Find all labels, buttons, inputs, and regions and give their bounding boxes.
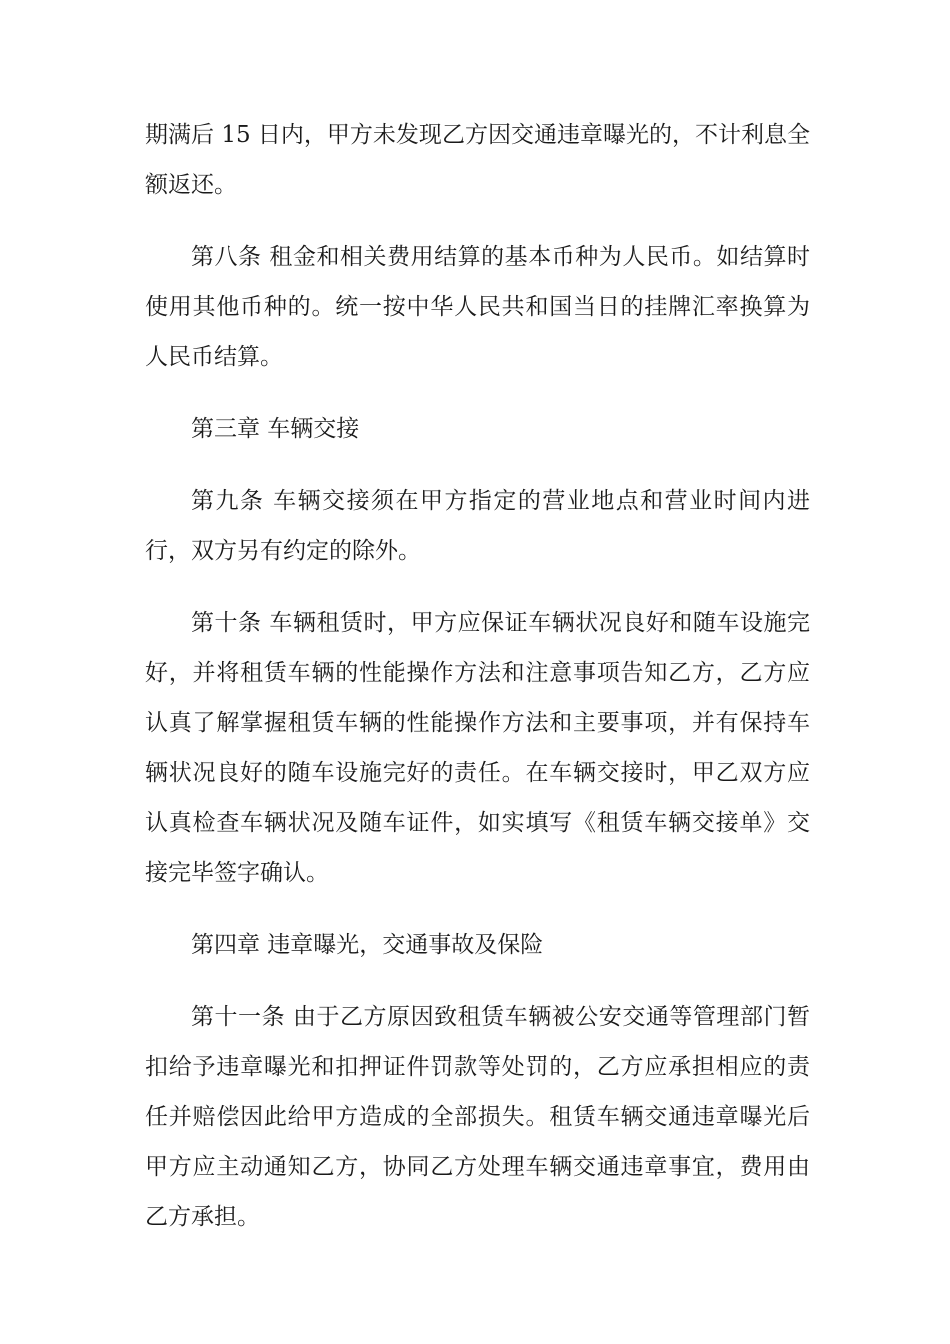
paragraph-article-11: 第十一条 由于乙方原因致租赁车辆被公安交通等管理部门暂扣给予违章曝光和扣押证件罚款等处罚的，乙方应承担相应的责任并赔偿因此给甲方造成的全部损失。租赁车辆交通违章曝光后甲方应主动通知乙方，协同乙方处理车辆交通违章事宜，费用由乙方承担。 (145, 1004, 810, 1230)
paragraph-article-8: 第八条 租金和相关费用结算的基本币种为人民币。如结算时使用其他币种的。统一按中华人民共和国当日的挂牌汇率换算为人民币结算。 (145, 244, 810, 370)
paragraph-deposit-return: 期满后 15 日内，甲方未发现乙方因交通违章曝光的，不计利息全额返还。 (145, 122, 810, 198)
document-body (145, 110, 810, 1264)
paragraph-article-9: 第九条 车辆交接须在甲方指定的营业地点和营业时间内进行，双方另有约定的除外。 (145, 488, 810, 564)
chapter-heading-3: 第三章 车辆交接 (191, 416, 360, 442)
chapter-heading-4: 第四章 违章曝光，交通事故及保险 (191, 932, 544, 958)
paragraph-article-10: 第十条 车辆租赁时，甲方应保证车辆状况良好和随车设施完好，并将租赁车辆的性能操作方法和注意事项告知乙方，乙方应认真了解掌握租赁车辆的性能操作方法和主要事项，并有保持车辆状况良好的随车设施完好的责任。在车辆交接时，甲乙双方应认真检查车辆状况及随车证件，如实填写《租赁车辆交接单》交接完毕签字确认。 (145, 610, 810, 886)
